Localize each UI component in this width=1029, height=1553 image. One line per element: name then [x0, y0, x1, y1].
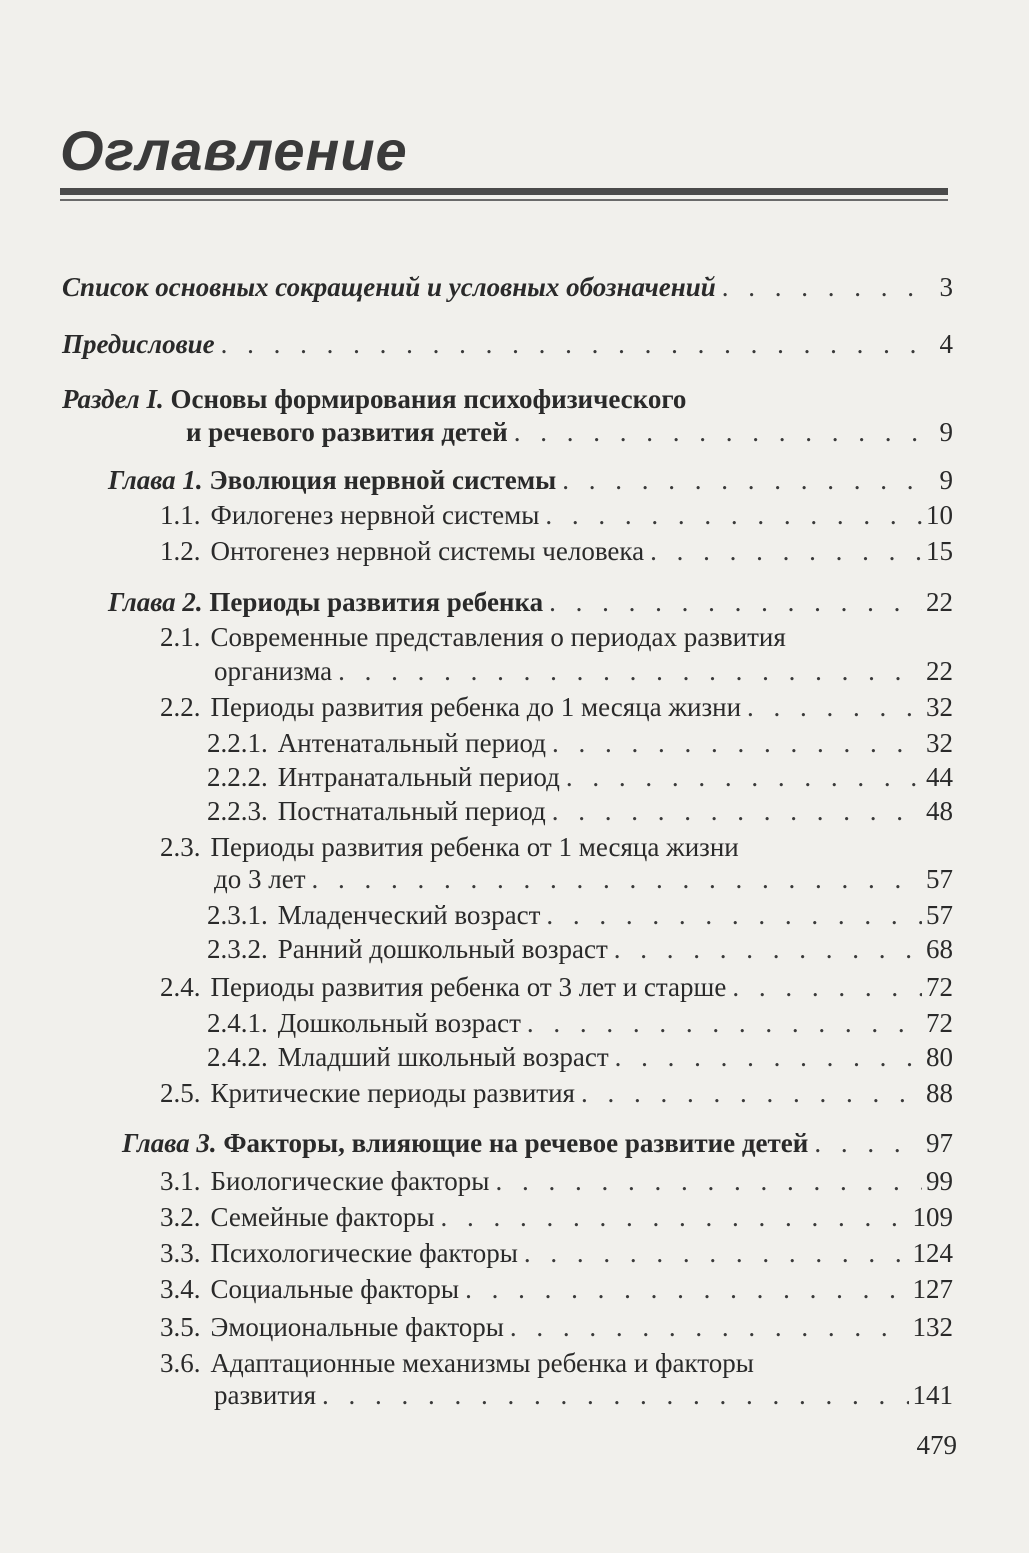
toc-item-title: Ранний дошкольный возраст — [277, 934, 608, 964]
toc-item-number: 1.2. — [160, 536, 201, 566]
toc-item-title: Младший школьный возраст — [277, 1042, 609, 1072]
toc-item-title-line2: организма — [214, 656, 333, 686]
toc-item-title: Периоды развития ребенка от 1 месяца жизни — [210, 832, 739, 862]
toc-item-number: 2.3.1. — [207, 900, 268, 930]
dot-leader — [732, 970, 922, 1004]
toc-entry-2-3-1[interactable] — [207, 898, 953, 932]
dot-leader — [545, 498, 922, 532]
toc-item-title: Интранатальный период — [277, 762, 560, 792]
toc-item-title-line1 — [160, 620, 786, 654]
toc-page-number: 22 — [926, 656, 953, 686]
toc-item-number: 2.1. — [160, 622, 201, 652]
dot-leader — [581, 1076, 922, 1110]
toc-page-number: 68 — [926, 934, 953, 964]
dot-leader — [650, 534, 922, 568]
toc-page-number: 109 — [912, 1202, 953, 1232]
dot-leader — [814, 1126, 922, 1160]
toc-item-title: Критические периоды развития — [210, 1078, 575, 1108]
toc-item-number: 3.6. — [160, 1348, 201, 1378]
toc-page-number: 72 — [926, 972, 953, 1002]
toc-entry-2-4-1[interactable] — [207, 1006, 953, 1040]
toc-page-number: 141 — [912, 1380, 953, 1410]
toc-page-number: 10 — [926, 500, 953, 530]
dot-leader — [552, 794, 922, 828]
toc-item-title: Младенческий возраст — [277, 900, 541, 930]
toc-entry-2-4-2[interactable] — [207, 1040, 953, 1074]
toc-entry-chapter-2[interactable] — [108, 585, 953, 619]
toc-item-title: Периоды развития ребенка от 3 лет и старше — [210, 972, 727, 1002]
toc-item-title: Социальные факторы — [210, 1274, 460, 1304]
dot-leader — [465, 1272, 908, 1306]
toc-page-number: 4 — [939, 329, 953, 359]
toc-item-number: 2.4.1. — [207, 1008, 268, 1038]
toc-page-number: 88 — [926, 1078, 953, 1108]
toc-page-number: 9 — [939, 417, 953, 447]
toc-item-number: 3.5. — [160, 1312, 201, 1342]
dot-leader — [441, 1200, 909, 1234]
toc-entry-2-2-3[interactable] — [207, 794, 953, 828]
toc-item-number: 2.2.1. — [207, 728, 268, 758]
toc-chapter-prefix: Глава 3. — [122, 1128, 217, 1158]
toc-item-title-line1 — [160, 1346, 754, 1380]
toc-entry-2-2[interactable] — [160, 690, 953, 724]
toc-page-number: 72 — [926, 1008, 953, 1038]
toc-page-number: 32 — [926, 692, 953, 722]
toc-page-number: 57 — [926, 900, 953, 930]
toc-item-title-line2: до 3 лет — [214, 864, 306, 894]
toc-item-number: 2.4.2. — [207, 1042, 268, 1072]
toc-chapter-prefix: Глава 2. — [108, 587, 203, 617]
toc-entry-chapter-1[interactable] — [108, 463, 953, 497]
dot-leader — [495, 1164, 922, 1198]
toc-item-title: Периоды развития ребенка до 1 месяца жизни — [210, 692, 742, 722]
toc-item-title-line2: развития — [214, 1380, 317, 1410]
toc-item-title: Адаптационные механизмы ребенка и факторы — [210, 1348, 754, 1378]
page-title: Оглавление — [60, 119, 408, 182]
title-rule-thick — [60, 188, 948, 195]
toc-item-number: 2.5. — [160, 1078, 201, 1108]
toc-entry-3-5[interactable] — [160, 1310, 953, 1344]
toc-entry-section-1[interactable] — [186, 415, 953, 449]
toc-page-number: 80 — [926, 1042, 953, 1072]
toc-chapter-prefix: Глава 1. — [108, 465, 203, 495]
toc-item-title: Семейные факторы — [210, 1202, 435, 1232]
toc-page-number: 97 — [926, 1128, 953, 1158]
title-rule-thin — [60, 199, 948, 201]
toc-page-number: 132 — [912, 1312, 953, 1342]
toc-item-number: 3.4. — [160, 1274, 201, 1304]
toc-item-number: 3.3. — [160, 1238, 201, 1268]
dot-leader — [614, 932, 922, 966]
toc-item-title: Эмоциональные факторы — [210, 1312, 504, 1342]
toc-section-title-line1 — [62, 382, 686, 416]
toc-page-number: 9 — [939, 465, 953, 495]
dot-leader — [552, 726, 922, 760]
toc-item-title: Биологические факторы — [210, 1166, 490, 1196]
toc-entry-3-1[interactable] — [160, 1164, 953, 1198]
toc-section-prefix: Раздел I. — [62, 384, 164, 414]
toc-page-number: 99 — [926, 1166, 953, 1196]
toc-entry-3-4[interactable] — [160, 1272, 953, 1306]
dot-leader — [546, 898, 922, 932]
toc-entry-2-5[interactable] — [160, 1076, 953, 1110]
toc-entry-1-1[interactable] — [160, 498, 953, 532]
toc-item-title: Постнатальный период — [277, 796, 546, 826]
dot-leader — [322, 1378, 908, 1412]
toc-page-number: 3 — [939, 272, 953, 302]
dot-leader — [524, 1236, 909, 1270]
toc-chapter-title: Периоды развития ребенка — [209, 587, 544, 617]
toc-entry-chapter-3[interactable] — [122, 1126, 953, 1160]
toc-item-title: Психологические факторы — [210, 1238, 518, 1268]
toc-item-number: 3.2. — [160, 1202, 201, 1232]
toc-page-number: 22 — [926, 587, 953, 617]
toc-item-number: 2.3. — [160, 832, 201, 862]
dot-leader — [566, 760, 922, 794]
toc-item-title-line1 — [160, 830, 739, 864]
dot-leader — [221, 327, 929, 361]
toc-item-number: 3.1. — [160, 1166, 201, 1196]
toc-entry-2-2-1[interactable] — [207, 726, 953, 760]
toc-page-number: 127 — [912, 1274, 953, 1304]
toc-item-number: 2.2. — [160, 692, 201, 722]
dot-leader — [312, 862, 923, 896]
toc-chapter-title: Факторы, влияющие на речевое развитие детей — [223, 1128, 809, 1158]
dot-leader — [510, 1310, 909, 1344]
toc-entry-3-3[interactable] — [160, 1236, 953, 1270]
dot-leader — [338, 654, 922, 688]
dot-leader — [747, 690, 922, 724]
toc-item-title: Дошкольный возраст — [277, 1008, 521, 1038]
toc-page-number: 32 — [926, 728, 953, 758]
dot-leader — [722, 270, 929, 304]
dot-leader — [562, 463, 929, 497]
toc-item-number: 2.2.2. — [207, 762, 268, 792]
toc-entry-2-4[interactable] — [160, 970, 953, 1004]
toc-page-number: 48 — [926, 796, 953, 826]
toc-page-number: 15 — [926, 536, 953, 566]
toc-section-title-line2: и речевого развития детей — [186, 417, 508, 447]
dot-leader — [527, 1006, 922, 1040]
toc-entry-3-6[interactable] — [214, 1378, 953, 1412]
toc-page-number: 44 — [926, 762, 953, 792]
toc-item-number: 2.3.2. — [207, 934, 268, 964]
dot-leader — [615, 1040, 922, 1074]
toc-entry-2-3-2[interactable] — [207, 932, 953, 966]
toc-item-title: Современные представления о периодах развития — [210, 622, 786, 652]
toc-page-number: 57 — [926, 864, 953, 894]
toc-section-title: Основы формирования психофизического — [170, 384, 687, 414]
toc-entry-1-2[interactable] — [160, 534, 953, 568]
toc-item-number: 2.2.3. — [207, 796, 268, 826]
toc-entry-2-2-2[interactable] — [207, 760, 953, 794]
toc-entry-label: Предисловие — [62, 329, 215, 359]
toc-item-title: Филогенез нервной системы — [210, 500, 540, 530]
toc-entry-preface[interactable] — [62, 327, 953, 361]
toc-entry-abbreviations[interactable] — [62, 270, 953, 304]
toc-entry-3-2[interactable] — [160, 1200, 953, 1234]
toc-entry-2-1[interactable] — [214, 654, 953, 688]
toc-page-number: 124 — [912, 1238, 953, 1268]
toc-item-number: 1.1. — [160, 500, 201, 530]
dot-leader — [514, 415, 929, 449]
toc-item-title: Онтогенез нервной системы человека — [210, 536, 645, 566]
toc-entry-2-3[interactable] — [214, 862, 953, 896]
toc-item-number: 2.4. — [160, 972, 201, 1002]
toc-entry-label: Список основных сокращений и условных обозначений — [62, 272, 716, 302]
toc-item-title: Антенатальный период — [277, 728, 546, 758]
page-number: 479 — [916, 1430, 957, 1460]
toc-chapter-title: Эволюция нервной системы — [209, 465, 557, 495]
dot-leader — [549, 585, 922, 619]
